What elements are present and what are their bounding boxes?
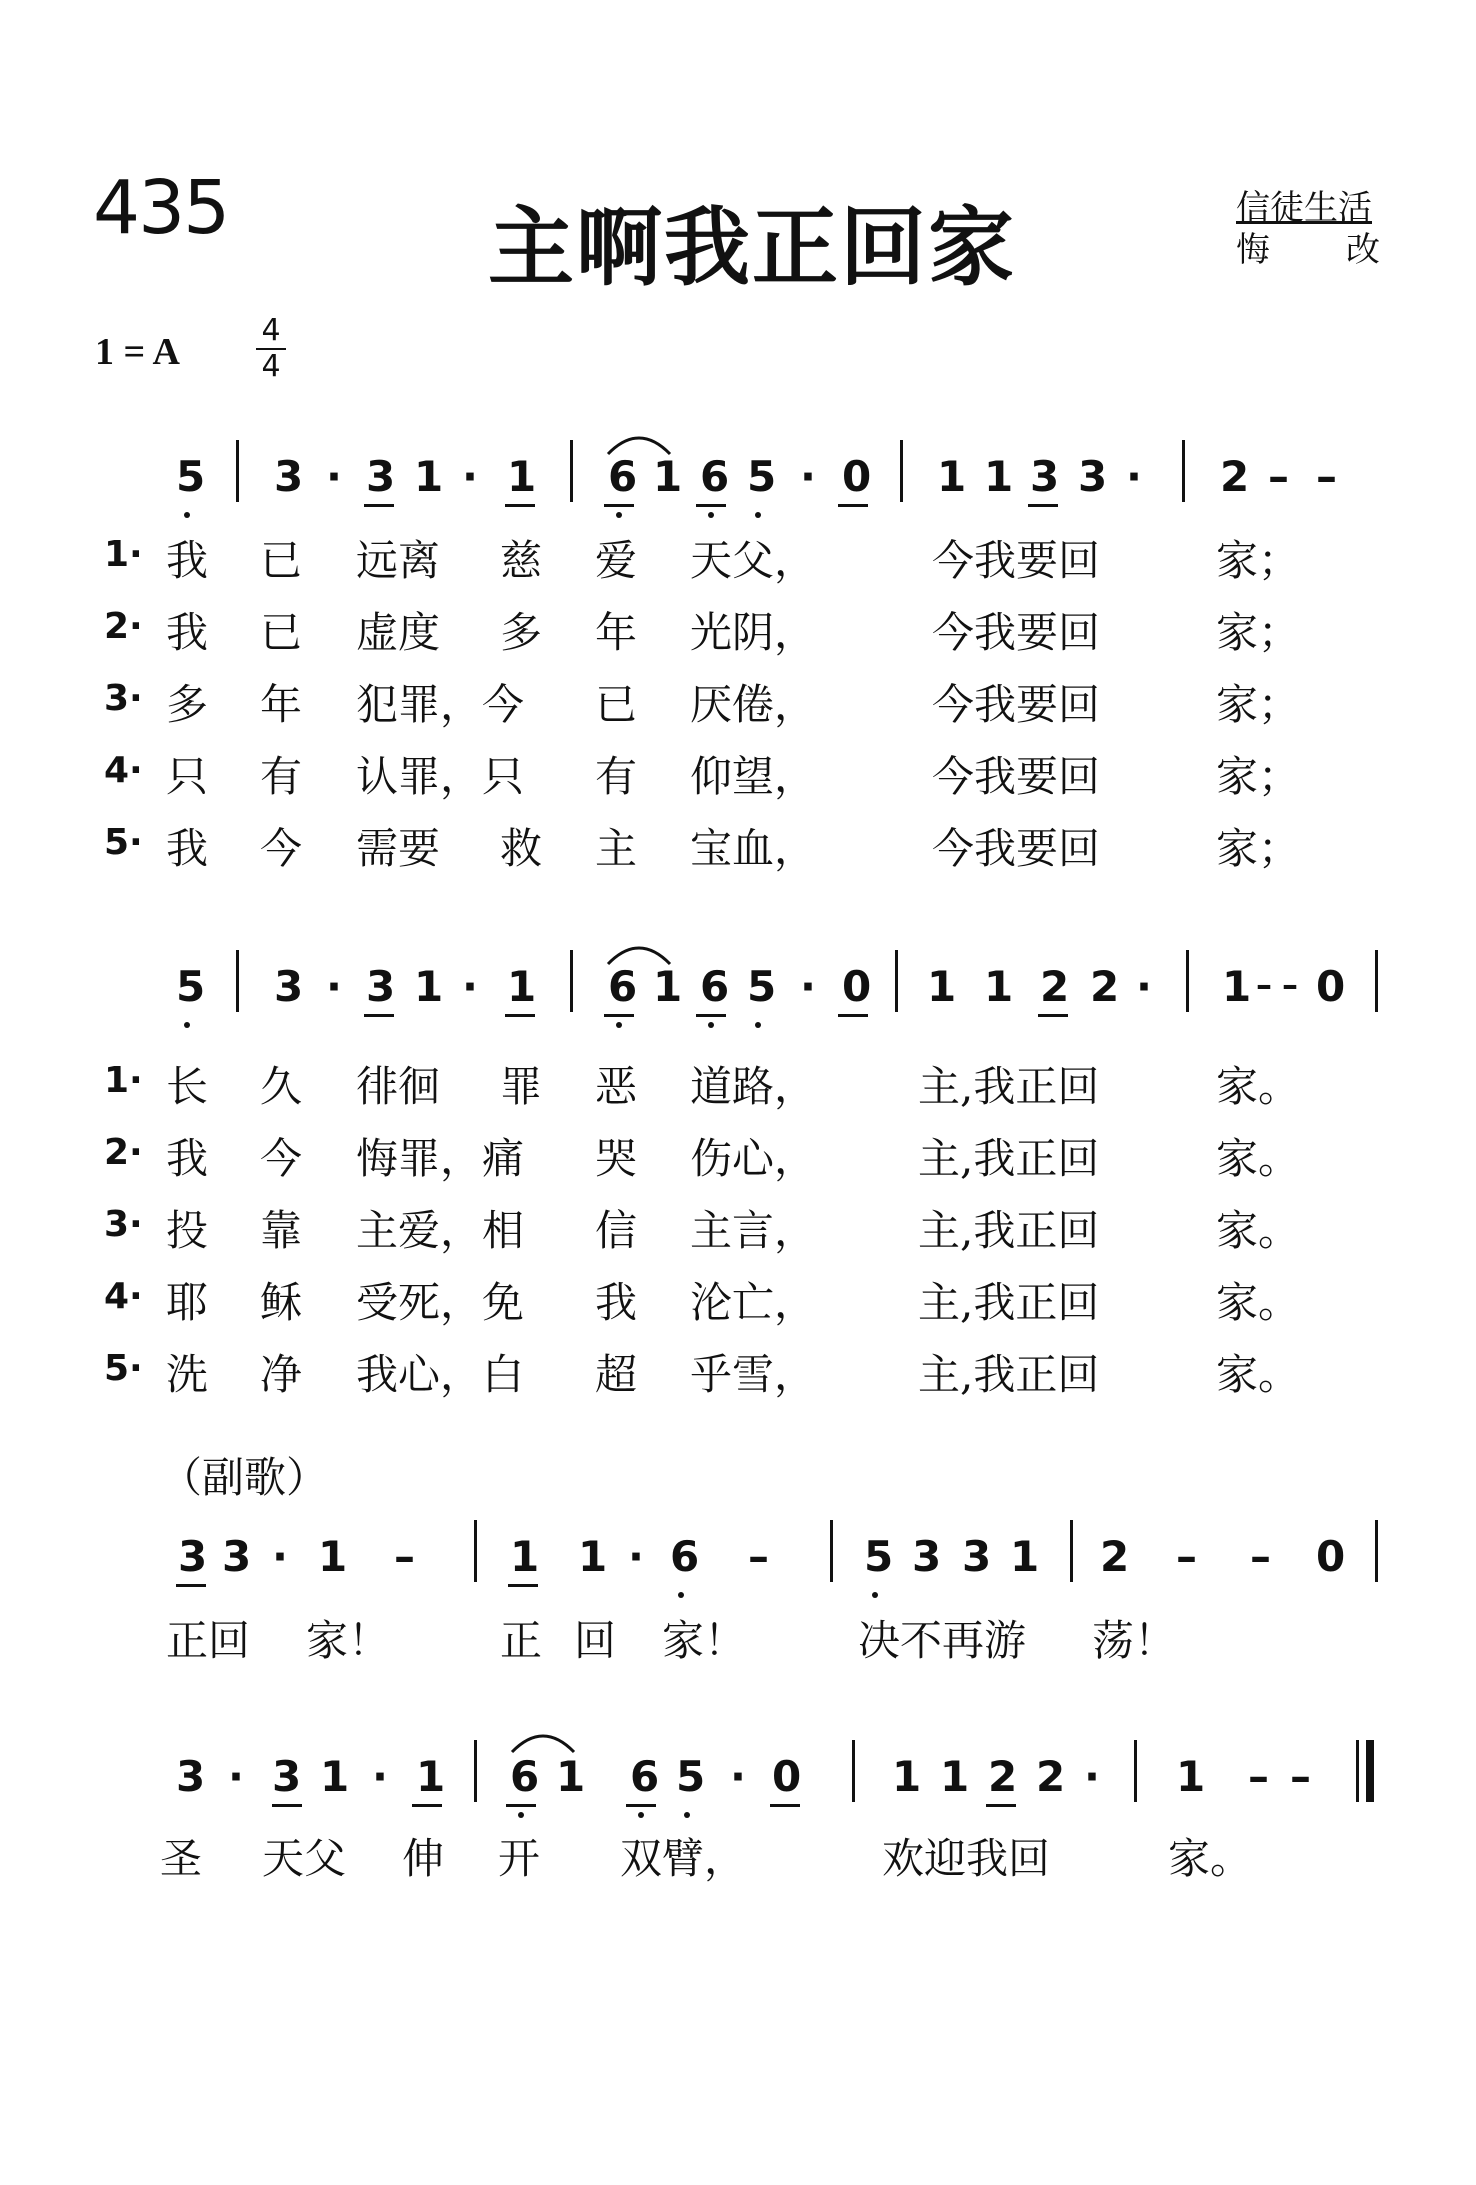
time-signature-bottom: 4 (261, 349, 281, 384)
note: 5 (747, 962, 777, 1011)
barline (570, 950, 573, 1012)
verse-number: 2· (104, 1132, 143, 1173)
slur (604, 428, 674, 458)
note-dot: · (1084, 1752, 1100, 1801)
note: 3 (274, 452, 304, 501)
note: 6 (700, 452, 730, 501)
barline (1375, 1520, 1378, 1582)
verse-number: 3· (104, 678, 143, 719)
lyric: 家！ (662, 1616, 747, 1665)
dash: – (1248, 1752, 1269, 1801)
note: 1 (318, 1532, 348, 1581)
note: 5 (864, 1532, 894, 1581)
note: 1 (1222, 962, 1252, 1011)
low-octave-dot (616, 1022, 622, 1028)
note: 1 (984, 962, 1014, 1011)
lyric: 有 (595, 752, 638, 801)
note: 2 (1220, 452, 1250, 501)
note-dot: · (1136, 962, 1152, 1011)
lyric: 今我要回 (932, 824, 1101, 873)
lyric: 正回 (166, 1616, 251, 1665)
note-dot: · (730, 1752, 746, 1801)
lyric: 光阴， (690, 608, 817, 657)
underline (604, 1014, 634, 1017)
underline (986, 1804, 1016, 1807)
subcategory-char-1: 悔 (1236, 230, 1270, 270)
barline (1070, 1520, 1073, 1582)
note: 3 (272, 1752, 302, 1801)
dash: – (748, 1532, 769, 1581)
note: 0 (772, 1752, 802, 1801)
note: 6 (608, 452, 638, 501)
lyric: 天父 (262, 1834, 347, 1883)
time-signature (256, 313, 286, 384)
lyric: 主,我正回 (918, 1062, 1100, 1111)
lyric: 伤心， (690, 1134, 817, 1183)
note-dot: · (800, 962, 816, 1011)
lyric: 虚度 (356, 608, 441, 657)
lyric: 投 (166, 1206, 209, 1255)
note: 3 (222, 1532, 252, 1581)
note: 3 (912, 1532, 942, 1581)
note: 1 (507, 452, 537, 501)
underline (364, 1014, 394, 1017)
dash: – (1316, 452, 1337, 501)
note: 3 (366, 452, 396, 501)
barline (236, 950, 239, 1012)
underline (364, 504, 394, 507)
time-signature-top: 4 (261, 313, 281, 348)
note: 1 (414, 962, 444, 1011)
dash: – (1282, 966, 1298, 1004)
lyric: 需要 (356, 824, 441, 873)
lyric: 我 (166, 536, 209, 585)
note: 1 (927, 962, 957, 1011)
note: 2 (1036, 1752, 1066, 1801)
note-dot: · (800, 452, 816, 501)
low-octave-dot (184, 512, 190, 518)
barline (1186, 950, 1189, 1012)
note: 3 (962, 1532, 992, 1581)
verse-number: 5· (104, 822, 143, 863)
lyric: 爱 (595, 536, 638, 585)
note-dot: · (372, 1752, 388, 1801)
note: 3 (176, 1752, 206, 1801)
lyric: 净 (260, 1350, 303, 1399)
underline (696, 1014, 726, 1017)
note: 1 (892, 1752, 922, 1801)
low-octave-dot (518, 1812, 524, 1818)
lyric: 乎雪， (690, 1350, 817, 1399)
lyric: 荡！ (1092, 1616, 1177, 1665)
underline (508, 1584, 538, 1587)
lyric: 受死，免 (356, 1278, 525, 1327)
note-dot: · (462, 452, 478, 501)
hymn-title: 主啊我正回家 (488, 197, 1016, 298)
lyric: 年 (595, 608, 638, 657)
underline (696, 504, 726, 507)
underline (1028, 504, 1058, 507)
lyric: 今 (260, 1134, 303, 1183)
lyric: 多 (500, 608, 543, 657)
note: 0 (1316, 1532, 1346, 1581)
lyric: 罪 (500, 1062, 543, 1111)
underline (770, 1804, 800, 1807)
note: 1 (320, 1752, 350, 1801)
note-dot: · (1126, 452, 1142, 501)
low-octave-dot (708, 512, 714, 518)
lyric: 圣 (160, 1834, 203, 1883)
lyric: 超 (595, 1350, 638, 1399)
final-barline-thin (1356, 1740, 1359, 1802)
slur (604, 938, 674, 968)
low-octave-dot (616, 512, 622, 518)
lyric: 主 (595, 824, 638, 873)
barline (1134, 1740, 1137, 1802)
hymn-category: 信徒生活 (1236, 188, 1372, 228)
dash: – (1268, 452, 1289, 501)
chorus-label: （副歌） (160, 1453, 329, 1502)
lyric: 双臂， (620, 1834, 747, 1883)
note: 1 (556, 1752, 586, 1801)
verse-number: 1· (104, 1060, 143, 1101)
note: 3 (178, 1532, 208, 1581)
lyric: 家。 (1216, 1350, 1301, 1399)
note-dot: · (628, 1532, 644, 1581)
lyric: 今我要回 (932, 680, 1101, 729)
dash: – (394, 1532, 415, 1581)
underline (505, 1014, 535, 1017)
lyric: 信 (595, 1206, 638, 1255)
lyric: 徘徊 (356, 1062, 441, 1111)
low-octave-dot (638, 1812, 644, 1818)
low-octave-dot (755, 1022, 761, 1028)
lyric: 悔罪，痛 (356, 1134, 525, 1183)
note: 2 (1100, 1532, 1130, 1581)
lyric: 主,我正回 (918, 1278, 1100, 1327)
verse-number: 5· (104, 1348, 143, 1389)
lyric: 我 (166, 824, 209, 873)
lyric: 长 (166, 1062, 209, 1111)
lyric: 家； (1216, 752, 1301, 801)
note: 5 (176, 962, 206, 1011)
dash: – (1250, 1532, 1271, 1581)
lyric: 只 (166, 752, 209, 801)
low-octave-dot (184, 1022, 190, 1028)
lyric: 道路， (690, 1062, 817, 1111)
underline (176, 1584, 206, 1587)
note-dot: · (462, 962, 478, 1011)
note-dot: · (272, 1532, 288, 1581)
lyric: 多 (166, 680, 209, 729)
dash: – (1256, 966, 1272, 1004)
lyric: 正 (500, 1616, 543, 1665)
lyric: 家！ (306, 1616, 391, 1665)
note: 6 (670, 1532, 700, 1581)
verse-number: 4· (104, 1276, 143, 1317)
barline (1182, 440, 1185, 502)
lyric: 哭 (595, 1134, 638, 1183)
lyric: 有 (260, 752, 303, 801)
underline (412, 1804, 442, 1807)
note: 5 (747, 452, 777, 501)
barline (570, 440, 573, 502)
lyric: 今 (260, 824, 303, 873)
lyric: 家。 (1168, 1834, 1253, 1883)
lyric: 救 (500, 824, 543, 873)
barline (474, 1520, 477, 1582)
note: 5 (676, 1752, 706, 1801)
note: 1 (984, 452, 1014, 501)
underline (1038, 1014, 1068, 1017)
lyric: 家。 (1216, 1278, 1301, 1327)
note: 1 (507, 962, 537, 1011)
lyric: 主,我正回 (918, 1350, 1100, 1399)
lyric: 主爱，相 (356, 1206, 525, 1255)
lyric: 家； (1216, 680, 1301, 729)
note: 0 (842, 962, 872, 1011)
lyric: 伸 (402, 1834, 445, 1883)
lyric: 认罪，只 (356, 752, 525, 801)
underline (838, 1014, 868, 1017)
verse-number: 2· (104, 606, 143, 647)
lyric: 已 (260, 608, 303, 657)
low-octave-dot (872, 1592, 878, 1598)
lyric: 恶 (595, 1062, 638, 1111)
dash: – (1290, 1752, 1311, 1801)
lyric: 回 (574, 1616, 617, 1665)
barline (474, 1740, 477, 1802)
lyric: 我 (166, 1134, 209, 1183)
lyric: 天父， (690, 536, 817, 585)
lyric: 家； (1216, 608, 1301, 657)
note: 3 (274, 962, 304, 1011)
lyric: 家。 (1216, 1134, 1301, 1183)
note: 1 (578, 1532, 608, 1581)
lyric: 宝血， (690, 824, 817, 873)
lyric: 仰望， (690, 752, 817, 801)
note-dot: · (228, 1752, 244, 1801)
verse-number: 1· (104, 534, 143, 575)
note: 0 (1316, 962, 1346, 1011)
low-octave-dot (755, 512, 761, 518)
lyric: 我 (166, 608, 209, 657)
note-dot: · (326, 962, 342, 1011)
subcategory-char-2: 改 (1346, 230, 1380, 270)
note: 3 (1030, 452, 1060, 501)
lyric: 主,我正回 (918, 1134, 1100, 1183)
lyric: 靠 (260, 1206, 303, 1255)
lyric: 家； (1216, 824, 1301, 873)
lyric: 耶 (166, 1278, 209, 1327)
barline (852, 1740, 855, 1802)
note: 2 (988, 1752, 1018, 1801)
note: 1 (510, 1532, 540, 1581)
lyric: 洗 (166, 1350, 209, 1399)
key-signature: 1 = A (95, 331, 180, 373)
lyric: 今我要回 (932, 608, 1101, 657)
note: 1 (1176, 1752, 1206, 1801)
lyric: 家。 (1216, 1062, 1301, 1111)
barline (900, 440, 903, 502)
lyric: 远离 (356, 536, 441, 585)
verse-number: 4· (104, 750, 143, 791)
lyric: 主,我正回 (918, 1206, 1100, 1255)
underline (604, 504, 634, 507)
lyric: 厌倦， (690, 680, 817, 729)
note: 3 (1078, 452, 1108, 501)
low-octave-dot (708, 1022, 714, 1028)
lyric: 今我要回 (932, 752, 1101, 801)
lyric: 已 (260, 536, 303, 585)
note: 6 (510, 1752, 540, 1801)
final-barline-thick (1366, 1740, 1374, 1802)
lyric: 慈 (500, 536, 543, 585)
note: 3 (366, 962, 396, 1011)
verse-number: 3· (104, 1204, 143, 1245)
lyric: 决不再游 (858, 1616, 1027, 1665)
lyric: 年 (260, 680, 303, 729)
lyric: 欢迎我回 (882, 1834, 1051, 1883)
note: 1 (940, 1752, 970, 1801)
note: 1 (1010, 1532, 1040, 1581)
lyric: 久 (260, 1062, 303, 1111)
low-octave-dot (684, 1812, 690, 1818)
slur (508, 1726, 578, 1756)
lyric: 稣 (260, 1278, 303, 1327)
note: 1 (653, 962, 683, 1011)
low-octave-dot (678, 1592, 684, 1598)
lyric: 开 (498, 1834, 541, 1883)
lyric: 犯罪，今 (356, 680, 525, 729)
lyric: 已 (595, 680, 638, 729)
lyric: 家。 (1216, 1206, 1301, 1255)
hymn-number: 435 (93, 165, 229, 251)
note: 5 (176, 452, 206, 501)
lyric: 沦亡， (690, 1278, 817, 1327)
note-dot: · (326, 452, 342, 501)
note: 0 (842, 452, 872, 501)
underline (505, 504, 535, 507)
lyric: 主言， (690, 1206, 817, 1255)
note: 6 (608, 962, 638, 1011)
barline (1375, 950, 1378, 1012)
barline (236, 440, 239, 502)
barline (830, 1520, 833, 1582)
barline (895, 950, 898, 1012)
dash: – (1176, 1532, 1197, 1581)
note: 1 (414, 452, 444, 501)
lyric: 家； (1216, 536, 1301, 585)
lyric: 我 (595, 1278, 638, 1327)
underline (272, 1804, 302, 1807)
note: 6 (630, 1752, 660, 1801)
underline (838, 504, 868, 507)
note: 2 (1090, 962, 1120, 1011)
underline (506, 1804, 536, 1807)
note: 6 (700, 962, 730, 1011)
lyric: 今我要回 (932, 536, 1101, 585)
underline (626, 1804, 656, 1807)
note: 1 (416, 1752, 446, 1801)
note: 1 (653, 452, 683, 501)
lyric: 我心，白 (356, 1350, 525, 1399)
note: 2 (1040, 962, 1070, 1011)
note: 1 (937, 452, 967, 501)
